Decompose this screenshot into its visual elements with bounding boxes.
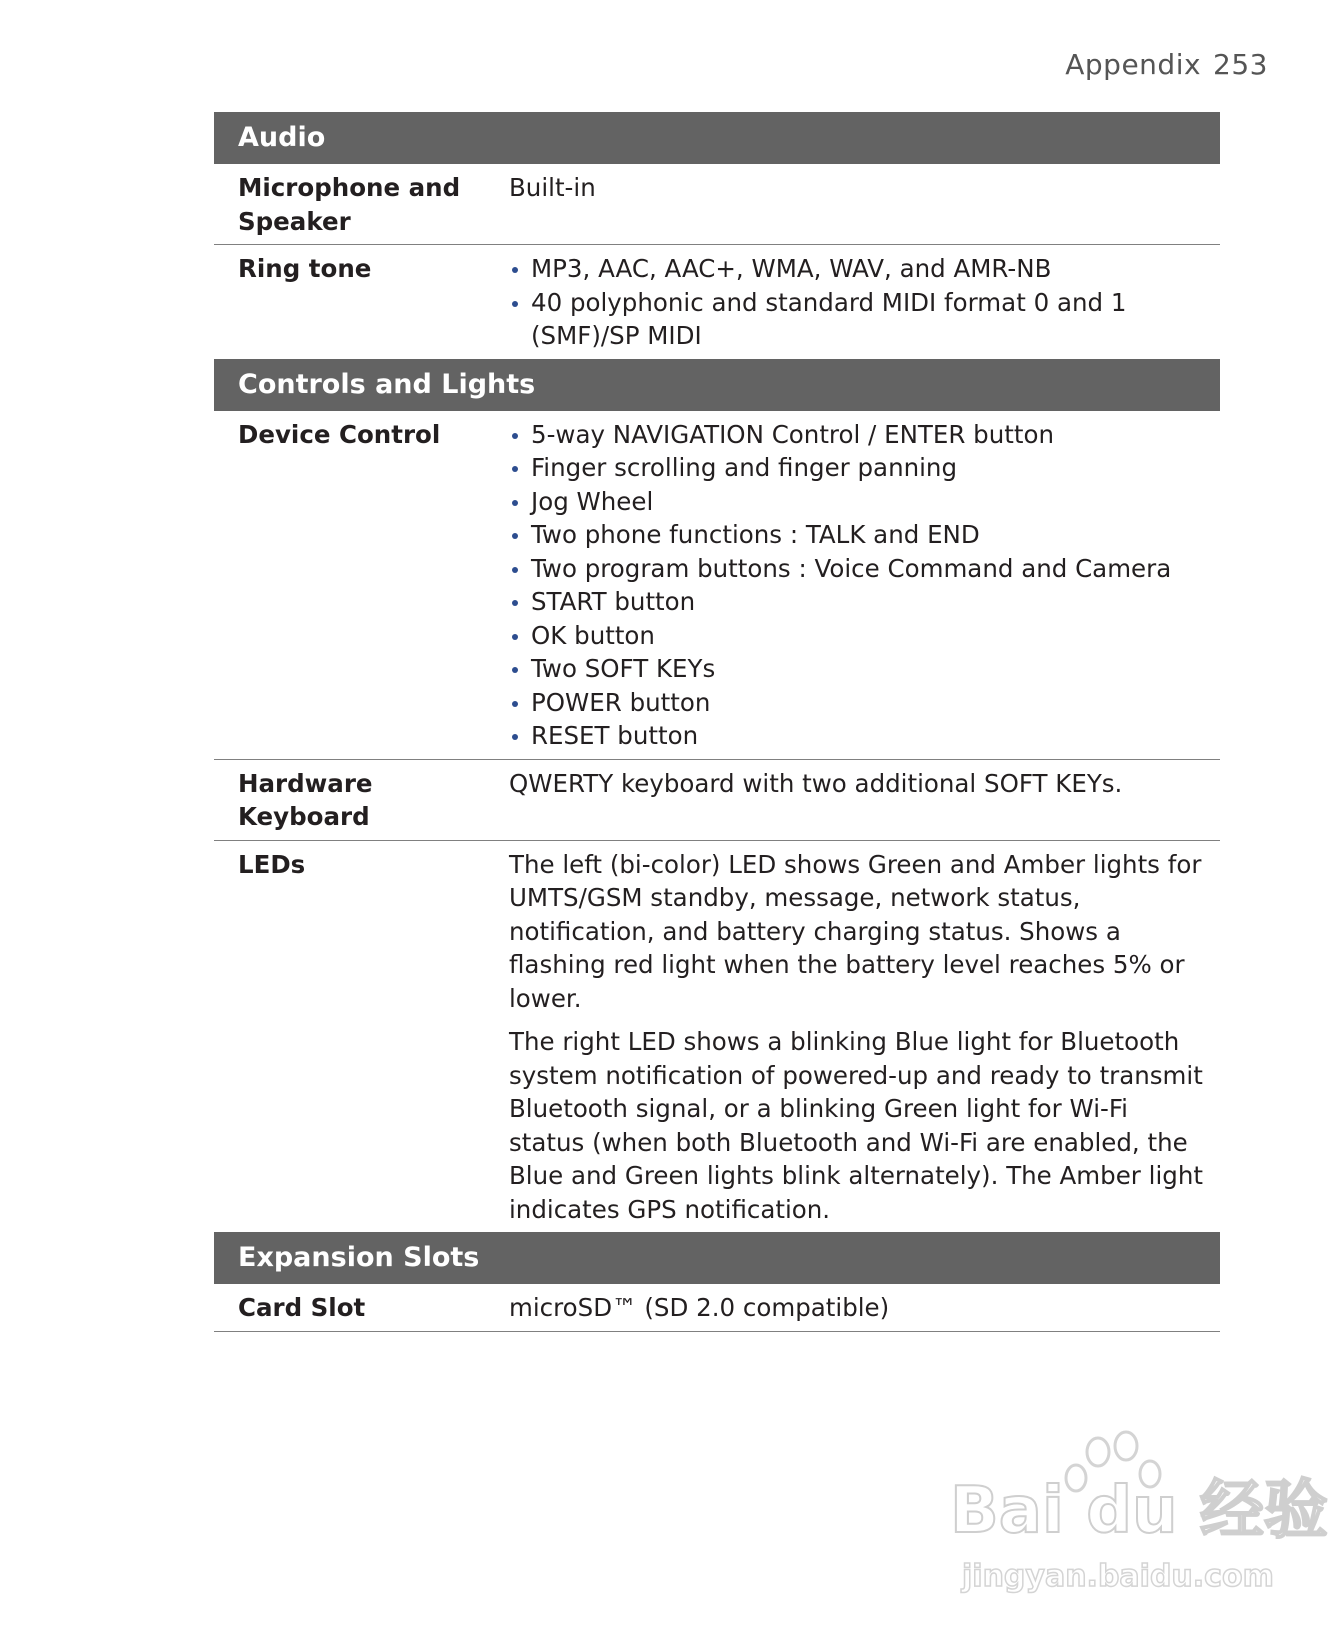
watermark-brand: Bai du 经验: [950, 1474, 1328, 1548]
spec-label: Device Control: [238, 419, 441, 449]
spec-table: [214, 112, 1220, 1332]
bullet-item: MP3, AAC, AAC+, WMA, WAV, and AMR-NB: [509, 252, 1204, 286]
spec-row-device-control: [214, 411, 1220, 760]
spec-value: QWERTY keyboard with two additional SOFT KEYs.: [509, 768, 1123, 798]
bullet-item: Jog Wheel: [509, 485, 1204, 519]
bullet-item: 5-way NAVIGATION Control / ENTER button: [509, 418, 1204, 452]
bullet-item: RESET button: [509, 719, 1204, 753]
spec-row-card-slot: [214, 1284, 1220, 1332]
paragraph: The right LED shows a blinking Blue light for Bluetooth system notification of powered-up and ready to transmit Bluetooth signal, or a blinking Green light for Wi-Fi status (when both Bluetooth and Wi-Fi are enabled, the Blue and Green lights blink alternately). The Amber light indicates GPS notification.: [509, 1027, 1203, 1224]
header-section-label: Appendix: [1065, 48, 1202, 81]
section-header-controls: Controls and Lights: [214, 359, 1220, 411]
bullet-item: 40 polyphonic and standard MIDI format 0 and 1 (SMF)/SP MIDI: [509, 286, 1204, 353]
paragraph: The left (bi-color) LED shows Green and Amber lights for UMTS/GSM standby, message, network status, notification, and battery charging status. Shows a flashing red light when the battery level reaches 5% or lower.: [509, 849, 1202, 1013]
spec-value: Built-in: [509, 173, 596, 202]
bullet-item: Two SOFT KEYs: [509, 652, 1204, 686]
section-header-expansion: Expansion Slots: [214, 1232, 1220, 1284]
bullet-item: Two program buttons : Voice Command and Camera: [509, 552, 1204, 586]
bullet-item: OK button: [509, 619, 1204, 653]
spec-row-ring-tone: [214, 245, 1220, 359]
bullet-list: [509, 418, 1204, 753]
page-number: 253: [1213, 48, 1268, 81]
spec-label: Ring tone: [238, 254, 372, 283]
spec-value: [509, 252, 1220, 353]
spec-label: Hardware Keyboard: [238, 768, 373, 831]
spec-row-hardware-keyboard: [214, 760, 1220, 841]
spec-label: Microphone and Speaker: [238, 173, 461, 236]
page-header: [1065, 48, 1268, 81]
spec-label: LEDs: [238, 849, 306, 879]
watermark-url: jingyan.baidu.com: [962, 1559, 1274, 1594]
bullet-item: Two phone functions : TALK and END: [509, 518, 1204, 552]
spec-row-microphone: [214, 164, 1220, 245]
bullet-item: POWER button: [509, 686, 1204, 720]
spec-value: [509, 848, 1220, 1227]
bullet-item: Finger scrolling and finger panning: [509, 451, 1204, 485]
baidu-watermark: [940, 1420, 1328, 1600]
spec-row-leds: [214, 841, 1220, 1233]
spec-label: Card Slot: [238, 1293, 366, 1322]
spec-value: microSD™ (SD 2.0 compatible): [509, 1293, 890, 1322]
section-header-audio: Audio: [214, 112, 1220, 164]
bullet-list: [509, 252, 1204, 353]
bullet-item: START button: [509, 585, 1204, 619]
spec-value: [509, 418, 1220, 753]
